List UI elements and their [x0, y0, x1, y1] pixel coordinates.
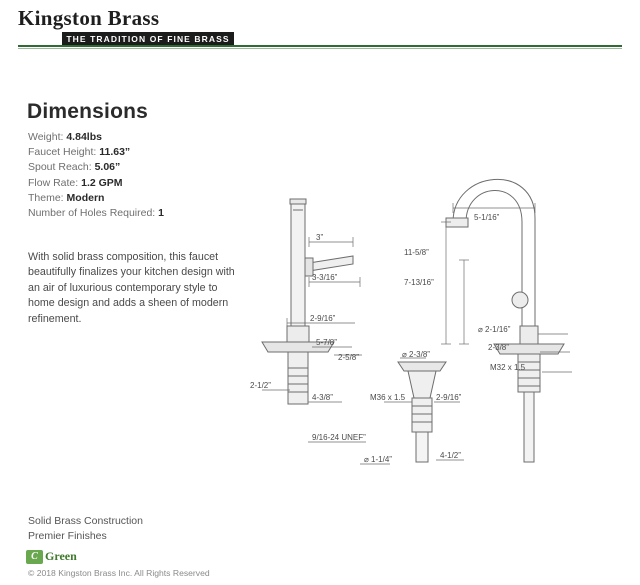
spec-label-theme: Theme:	[28, 191, 64, 204]
calgreen-label: Green	[45, 549, 77, 563]
dim-4-3-8: 4-3/8”	[312, 393, 333, 402]
spec-label-holes: Number of Holes Required:	[28, 207, 156, 220]
footer-construction: Solid Brass Construction	[28, 515, 143, 527]
dim-11-5-8: 11-5/8”	[404, 248, 429, 257]
dim-m36: M36 x 1.5	[370, 393, 406, 402]
footer-finishes: Premier Finishes	[28, 530, 107, 542]
spec-value-flow-rate: 1.2 GPM	[81, 176, 123, 189]
spec-row-spout-reach	[28, 160, 258, 175]
header-divider-thin	[18, 48, 622, 49]
dim-2-9-16-upper: 2-9/16”	[310, 314, 336, 323]
spec-row-weight	[28, 130, 258, 145]
spec-value-faucet-height: 11.63”	[99, 146, 131, 159]
dim-3-3-16: 3-3/16”	[312, 273, 338, 282]
dim-4-1-2: 4-1/2”	[440, 451, 461, 460]
dim-2-9-16-lower: 2-9/16”	[436, 393, 462, 402]
spec-list	[28, 130, 258, 221]
dim-9-16-24-unef: 9/16-24 UNEF”	[312, 433, 366, 442]
spec-row-faucet-height	[28, 145, 258, 160]
dim-7-13-16: 7-13/16”	[404, 278, 434, 287]
dim-2-5-8: 2-5/8”	[338, 353, 359, 362]
spec-row-flow-rate	[28, 176, 258, 191]
spec-value-holes: 1	[158, 207, 164, 220]
product-description: With solid brass composition, this faucet beautifully finalizes your kitchen design with an air of luxurious contemporary style to home design and adds a sheen of modern refinement.	[28, 251, 235, 325]
brand-name: Kingston Brass	[18, 6, 160, 30]
spec-row-theme	[28, 191, 258, 206]
spec-label-weight: Weight:	[28, 131, 64, 143]
dim-m32: M32 x 1.5	[490, 363, 526, 372]
dim-dia-2-3-8: ⌀ 2-3/8”	[402, 350, 430, 359]
dim-3in: 3”	[316, 233, 324, 242]
dim-5-1-16: 5-1/16”	[474, 213, 500, 222]
spec-value-weight: 4.84lbs	[66, 131, 102, 143]
dim-2-1-2: 2-1/2”	[250, 381, 271, 390]
dim-2-3-8: 2-3/8”	[488, 343, 509, 352]
page-header	[0, 0, 640, 56]
spec-value-theme: Modern	[66, 191, 105, 204]
dim-dia-2-1-16: ⌀ 2-1/16”	[478, 325, 511, 334]
spec-label-flow-rate: Flow Rate:	[28, 176, 79, 189]
spec-label-faucet-height: Faucet Height:	[28, 146, 97, 159]
spec-value-spout-reach: 5.06”	[94, 161, 121, 174]
technical-drawing	[250, 130, 640, 490]
calgreen-badge	[26, 549, 77, 564]
dim-5-7-8: 5-7/8”	[316, 338, 337, 347]
spec-row-holes	[28, 206, 258, 221]
spec-label-spout-reach: Spout Reach:	[28, 161, 92, 174]
header-divider	[18, 45, 622, 47]
page-title: Dimensions	[27, 100, 149, 123]
copyright-text: © 2018 Kingston Brass Inc. All Rights Reserved	[28, 568, 210, 578]
brand-tagline: THE TRADITION OF FINE BRASS	[62, 32, 234, 47]
calgreen-mark-icon: C	[26, 550, 43, 564]
brand-logo	[18, 6, 258, 47]
dim-dia-1-1-4: ⌀ 1-1/4”	[364, 455, 392, 464]
